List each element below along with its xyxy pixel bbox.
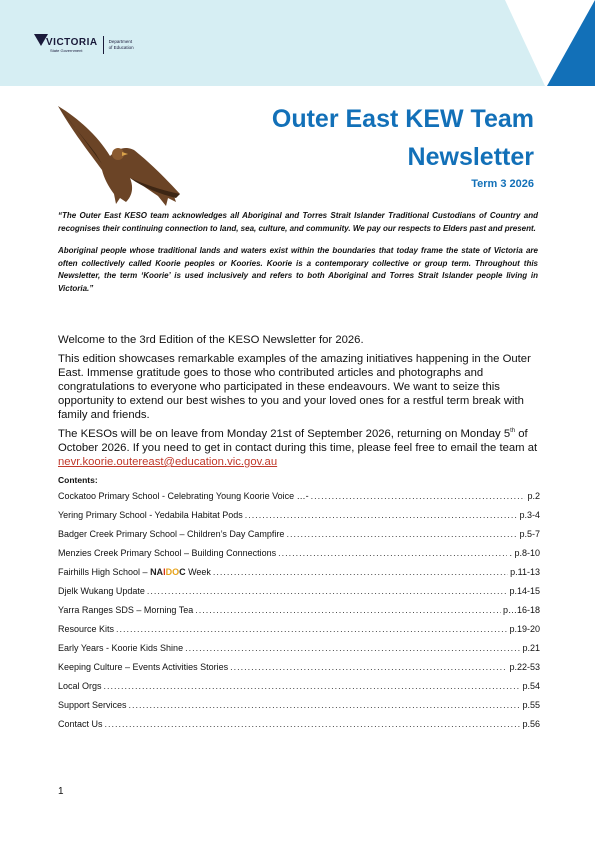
toc-page: p.14-15 bbox=[509, 586, 540, 596]
toc-leader bbox=[213, 566, 508, 578]
acknowledgement-paragraph-1: “The Outer East KESO team acknowledges all Aboriginal and Torres Strait Islander Traditional Custodians of Country and recognises their continuing connection to land, sea, culture, and community. We pay our respects to Elders past and present. bbox=[58, 211, 538, 233]
newsletter-intro bbox=[58, 333, 540, 474]
toc-item[interactable] bbox=[58, 718, 540, 737]
toc-page: p.19-20 bbox=[509, 624, 540, 634]
acknowledgement-paragraph-2: Aboriginal people whose traditional lands and waters exist within the boundaries that today frame the state of Victoria are often collectively called Koorie peoples or Koories. Koorie is a contemporary collective or group term. Throughout this Newsletter, the term ‘Koorie’ is used inclusively and refers to both Aboriginal and Torres Strait Islander people living in Victoria.” bbox=[58, 246, 538, 293]
toc-title: Djelk Wukang Update bbox=[58, 586, 145, 596]
toc-page: p…16-18 bbox=[502, 605, 540, 615]
toc-title: Contact Us bbox=[58, 719, 103, 729]
toc-page: . p.8-10 bbox=[509, 548, 540, 558]
logo-dept-line2: of Education bbox=[108, 45, 134, 50]
toc-title: Support Services bbox=[58, 700, 127, 710]
toc-title: Keeping Culture – Events Activities Stories bbox=[58, 662, 229, 672]
logo-word: VICTORIA bbox=[46, 36, 98, 48]
toc-page: p.55 bbox=[522, 700, 540, 710]
page-number: 1 bbox=[58, 786, 64, 797]
toc-item[interactable] bbox=[58, 585, 540, 604]
toc-title: Badger Creek Primary School – Children’s Day Campfire bbox=[58, 529, 285, 539]
toc-page: p.2 bbox=[527, 491, 540, 501]
logo-divider bbox=[103, 36, 104, 54]
logo-dept-line1: Department bbox=[108, 39, 133, 44]
naidoc-do: DO bbox=[165, 567, 180, 577]
toc-item[interactable] bbox=[58, 680, 540, 699]
toc-leader bbox=[286, 528, 517, 540]
leave-text bbox=[58, 427, 540, 469]
toc-title: Yering Primary School - Yedabila Habitat Pods bbox=[58, 510, 243, 520]
toc-title: Yarra Ranges SDS – Morning Tea bbox=[58, 605, 194, 615]
showcase-text: This edition showcases remarkable examples of the amazing initiatives happening in the Outer East. Immense gratitude goes to those who contributed articles and photographs and congratulations to everyone who participated in these endeavours. We want to seize this opportunity to extend our best wishes to you and your loved ones for a restful term break with family and friends. bbox=[58, 353, 531, 421]
eagle-image bbox=[48, 98, 188, 210]
toc-title bbox=[58, 566, 211, 578]
toc-item[interactable] bbox=[58, 566, 540, 585]
acknowledgement-of-country bbox=[58, 210, 538, 305]
toc-leader bbox=[185, 642, 520, 654]
logo-sub: State Government bbox=[50, 47, 83, 53]
toc-title-text: Fairhills High School – bbox=[58, 567, 148, 577]
naidoc-c: C bbox=[179, 567, 186, 577]
toc-leader bbox=[245, 509, 518, 521]
toc-item[interactable] bbox=[58, 642, 540, 661]
toc-leader bbox=[129, 699, 521, 711]
term-label: Term 3 2026 bbox=[471, 178, 534, 190]
toc-item[interactable] bbox=[58, 547, 540, 566]
contents-heading: Contents: bbox=[58, 475, 98, 485]
toc-title: Local Orgs bbox=[58, 681, 102, 691]
toc-page: p.5-7 bbox=[519, 529, 540, 539]
toc-leader bbox=[230, 661, 507, 673]
toc-page: p.21 bbox=[522, 643, 540, 653]
leave-text-a: The KESOs will be on leave from Monday 21st of September 2026, returning on Monday 5 bbox=[58, 428, 511, 440]
toc-item[interactable] bbox=[58, 528, 540, 547]
toc-item[interactable] bbox=[58, 661, 540, 680]
toc-title: Early Years - Koorie Kids Shine bbox=[58, 643, 184, 653]
corner-triangle-decoration bbox=[505, 0, 595, 86]
header-banner bbox=[0, 0, 595, 86]
toc-item[interactable] bbox=[58, 623, 540, 642]
toc-item[interactable] bbox=[58, 509, 540, 528]
toc-title: Resource Kits bbox=[58, 624, 115, 634]
toc-title: Cockatoo Primary School - Celebrating Young Koorie Voice …- bbox=[58, 491, 309, 501]
email-link[interactable]: nevr.koorie.outereast@education.vic.gov.au bbox=[58, 456, 278, 468]
naidoc-i: I bbox=[163, 567, 166, 577]
naidoc-na: NA bbox=[150, 567, 164, 577]
toc-page: p.11-13 bbox=[510, 567, 540, 577]
toc-title-after: Week bbox=[185, 567, 211, 577]
toc-leader bbox=[116, 623, 507, 635]
toc-leader bbox=[147, 585, 508, 597]
toc-page: p.56 bbox=[522, 719, 540, 729]
leave-sup: th bbox=[510, 428, 516, 434]
toc-leader bbox=[104, 680, 521, 692]
toc-page: p.3-4 bbox=[519, 510, 540, 520]
toc-item[interactable] bbox=[58, 490, 540, 509]
toc-leader bbox=[105, 718, 521, 730]
toc-leader bbox=[195, 604, 501, 616]
welcome-text: Welcome to the 3rd Edition of the KESO Newsletter for 2026. bbox=[58, 334, 364, 346]
toc-leader bbox=[278, 547, 507, 559]
toc-item[interactable] bbox=[58, 699, 540, 718]
title-line1: Outer East KEW Team bbox=[271, 105, 534, 133]
toc-page: p.54 bbox=[522, 681, 540, 691]
toc-leader bbox=[311, 490, 526, 502]
leave-text-b: of October 2026. If you need to get in contact during this time, please feel free to email the team at bbox=[58, 428, 538, 454]
toc-page: p.22-53 bbox=[509, 662, 540, 672]
victoria-triangle-icon bbox=[34, 34, 48, 46]
title-line2: Newsletter bbox=[407, 143, 534, 171]
victoria-government-logo[interactable] bbox=[36, 36, 134, 54]
toc-item[interactable] bbox=[58, 604, 540, 623]
table-of-contents bbox=[58, 490, 540, 737]
toc-title: Menzies Creek Primary School – Building Connections bbox=[58, 548, 277, 558]
newsletter-title bbox=[272, 100, 534, 176]
